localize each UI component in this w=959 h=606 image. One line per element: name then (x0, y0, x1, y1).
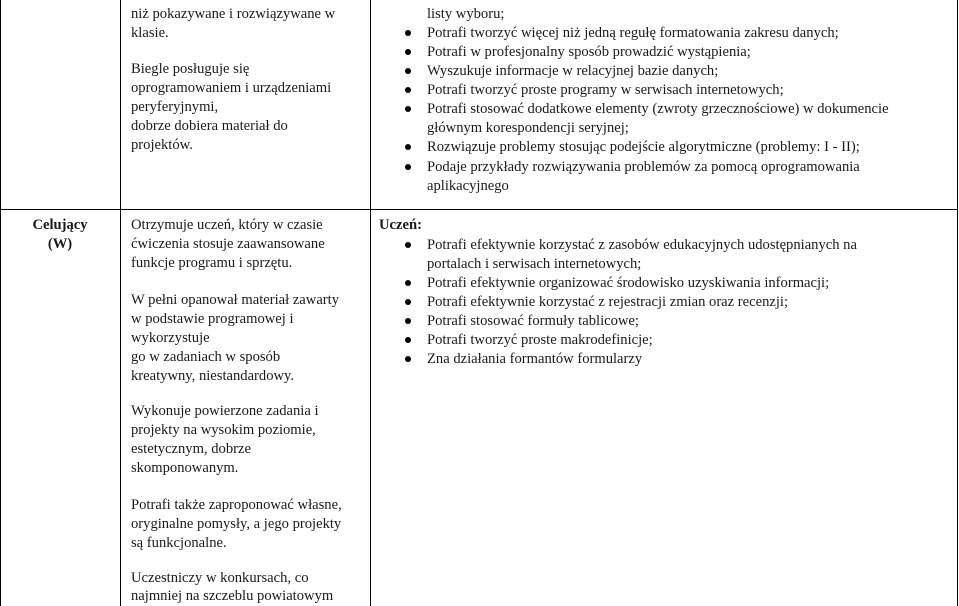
requirement-line: w podstawie programowej i (131, 311, 294, 327)
requirement-line: go w zadaniach w sposób (131, 349, 281, 365)
col3-bullet-text: głównym korespondencji seryjnej; (427, 120, 629, 136)
skill-line: Potrafi efektywnie korzystać z zasobów edukacyjnych udostępnianych na (427, 237, 857, 253)
bullet-icon (405, 30, 411, 36)
requirement-line: kreatywny, niestandardowy. (131, 368, 295, 384)
requirement-line: Potrafi także zaproponować własne, (131, 497, 342, 513)
bullet-icon (405, 299, 411, 305)
bullet-icon (405, 68, 411, 74)
bullet-icon (405, 242, 411, 248)
requirement-line: Uczestniczy w konkursach, co (131, 570, 309, 586)
requirement-line: estetycznym, dobrze (131, 441, 251, 457)
col3-bullet-text: Potrafi tworzyć proste programy w serwisach internetowych; (427, 82, 784, 98)
requirement-line: ćwiczenia stosuje zaawansowane (131, 236, 325, 252)
col2-text-line: projektów. (131, 137, 193, 153)
bullet-icon (405, 106, 411, 112)
requirement-line: są funkcjonalne. (131, 535, 227, 551)
col2-text-line: dobrze dobiera materiał do (131, 118, 288, 134)
requirement-line: oryginalne pomysły, a jego projekty (131, 516, 342, 532)
requirement-line: wykorzystuje (131, 330, 210, 346)
col2-text-line: Biegle posługuje się (131, 61, 250, 77)
col3-intro-line: listy wyboru; (427, 6, 505, 22)
table-border-left (0, 0, 1, 606)
col3-bullet-text: Rozwiązuje problemy stosując podejście algorytmiczne (problemy: I - II); (427, 139, 860, 155)
bullet-icon (405, 144, 411, 150)
col2-text-line: oprogramowaniem i urządzeniami (131, 80, 332, 96)
requirement-line: funkcje programu i sprzętu. (131, 255, 293, 271)
col3-bullet-text: Wyszukuje informacje w relacyjnej bazie danych; (427, 63, 719, 79)
col2-text-line: klasie. (131, 25, 169, 41)
grade-code: (W) (47, 236, 73, 252)
requirement-line: W pełni opanował materiał zawarty (131, 292, 340, 308)
bullet-icon (405, 87, 411, 93)
bullet-icon (405, 356, 411, 362)
requirement-line: najmniej na szczeblu powiatowym (131, 588, 334, 604)
bullet-icon (405, 164, 411, 170)
skill-line: Potrafi efektywnie korzystać z rejestracji zmian oraz recenzji; (427, 294, 789, 310)
requirement-line: skomponowanym. (131, 460, 239, 476)
requirement-line: Otrzymuje uczeń, który w czasie (131, 217, 323, 233)
table-divider-col1 (120, 0, 121, 606)
col3-bullet-text: aplikacyjnego (427, 178, 509, 194)
table-divider-col2 (370, 0, 371, 606)
bullet-icon (405, 280, 411, 286)
table-border-right (957, 0, 958, 606)
bullet-icon (405, 318, 411, 324)
col2-text-line: niż pokazywane i rozwiązywane w (131, 6, 336, 22)
col3-bullet-text: Potrafi stosować dodatkowe elementy (zwroty grzecznościowe) w dokumencie (427, 101, 889, 117)
skill-line: Potrafi stosować formuły tablicowe; (427, 313, 639, 329)
skill-line: Potrafi efektywnie organizować środowisko uzyskiwania informacji; (427, 275, 830, 291)
skill-line: portalach i serwisach internetowych; (427, 256, 642, 272)
col3-bullet-text: Podaje przykłady rozwiązywania problemów za pomocą oprogramowania (427, 159, 860, 175)
col2-text-line: peryferyjnymi, (131, 99, 219, 115)
skill-line: Zna działania formantów formularzy (427, 351, 643, 367)
skill-line: Potrafi tworzyć proste makrodefinicje; (427, 332, 653, 348)
student-heading: Uczeń: (379, 217, 422, 233)
bullet-icon (405, 49, 411, 55)
requirement-line: projekty na wysokim poziomie, (131, 422, 316, 438)
grade-name: Celujący (32, 217, 88, 233)
col3-bullet-text: Potrafi tworzyć więcej niż jedną regułę formatowania zakresu danych; (427, 25, 839, 41)
col3-bullet-text: Potrafi w profesjonalny sposób prowadzić wystąpienia; (427, 44, 751, 60)
row-divider (0, 209, 958, 210)
bullet-icon (405, 337, 411, 343)
requirement-line: Wykonuje powierzone zadania i (131, 403, 319, 419)
